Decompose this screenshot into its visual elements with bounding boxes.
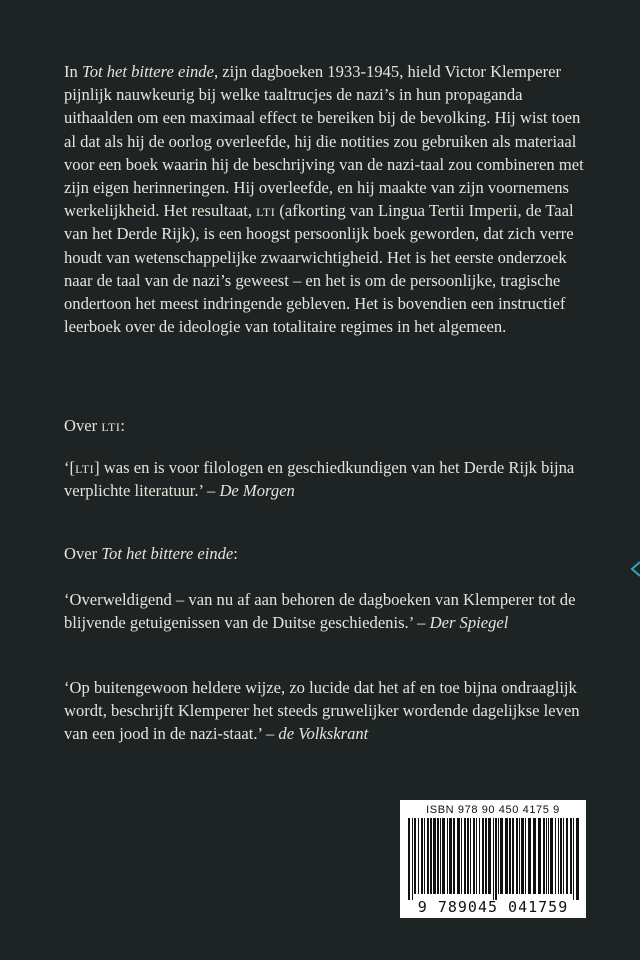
quote-source: de Volkskrant [278, 724, 369, 744]
isbn-number: ISBN 978 90 450 4175 9 [426, 804, 560, 816]
text-run: , zijn dagboeken 1933-1945, hield Victor Klemperer pijnlijk nauwkeurig bij welke taaltrucjes de nazi’s in hun propaganda uithaalden om een maximaal effect te bereiken bij de bevolking. Hij wist toen al dat als hij de oorlog overleefde, hij die notities zou gebruiken als materiaal voor een boek waarin hij de beschrijving van de nazi-taal zou combineren met zijn eigen herinneringen. Hij overleefde, en hij maakte van zijn voornemens werkelijkheid. Het resultaat, [64, 62, 584, 221]
barcode-bars-icon [406, 818, 580, 900]
quote-text [64, 676, 584, 746]
diary-title: Tot het bittere einde [101, 544, 234, 563]
quote-text [64, 588, 584, 634]
text-run: (afkorting van Lingua Tertii Imperii, de Taal van het Derde Rijk), is een hoogst persoonlijk boek geworden, dat zich verre houdt van wetenschappelijke zwaarwichtigheid. Het is het eerste onderzoek naar de taal van de nazi’s geweest – en het is om de persoonlijke, tragische ondertoon het meest indringende gebleven. Het is bovendien een instructief leerboek over de ideologie van totalitaire regimes in het algemeen. [64, 201, 574, 337]
description-paragraph [64, 60, 584, 338]
review-quote-volkskrant [64, 676, 584, 746]
lti-abbreviation: lti [101, 416, 121, 435]
review-quote-der-spiegel [64, 588, 584, 634]
lti-abbreviation: lti [75, 458, 95, 477]
label-prefix: Over [64, 416, 102, 435]
cover-accent-mark-icon [628, 560, 640, 578]
text-run: ‘[ [64, 458, 76, 477]
book-description [64, 60, 584, 338]
text-run: ] was en is voor filologen en geschiedkundigen van het Derde Rijk bijna verplichte literatuur.’ – [64, 458, 575, 501]
quote-source: De Morgen [219, 481, 295, 501]
quote-text [64, 456, 584, 502]
diary-title: Tot het bittere einde [81, 62, 214, 81]
section-label-lti [64, 416, 125, 436]
label-prefix: Over [64, 544, 102, 563]
label-suffix: : [233, 544, 238, 563]
ean-digits: 9 789045 041759 [417, 898, 569, 916]
section-label-diary [64, 544, 238, 564]
text-run: ‘Overweldigend – van nu af aan behoren de dagboeken van Klemperer tot de blijvende getuigenissen van de Duitse geschiedenis.’ – [64, 590, 576, 633]
label-suffix: : [120, 416, 126, 435]
text-run: ‘Op buitengewoon heldere wijze, zo lucide dat het af en toe bijna ondraaglijk wordt, beschrijft Klemperer het steeds gruwelijker wordende dagelijkse leven van een jood in de nazi-staat.’ – [64, 678, 580, 744]
review-quote-de-morgen [64, 456, 584, 502]
quote-source: Der Spiegel [429, 613, 509, 633]
isbn-barcode [400, 800, 586, 918]
lti-abbreviation: lti [256, 201, 276, 221]
text-run: In [64, 62, 82, 81]
